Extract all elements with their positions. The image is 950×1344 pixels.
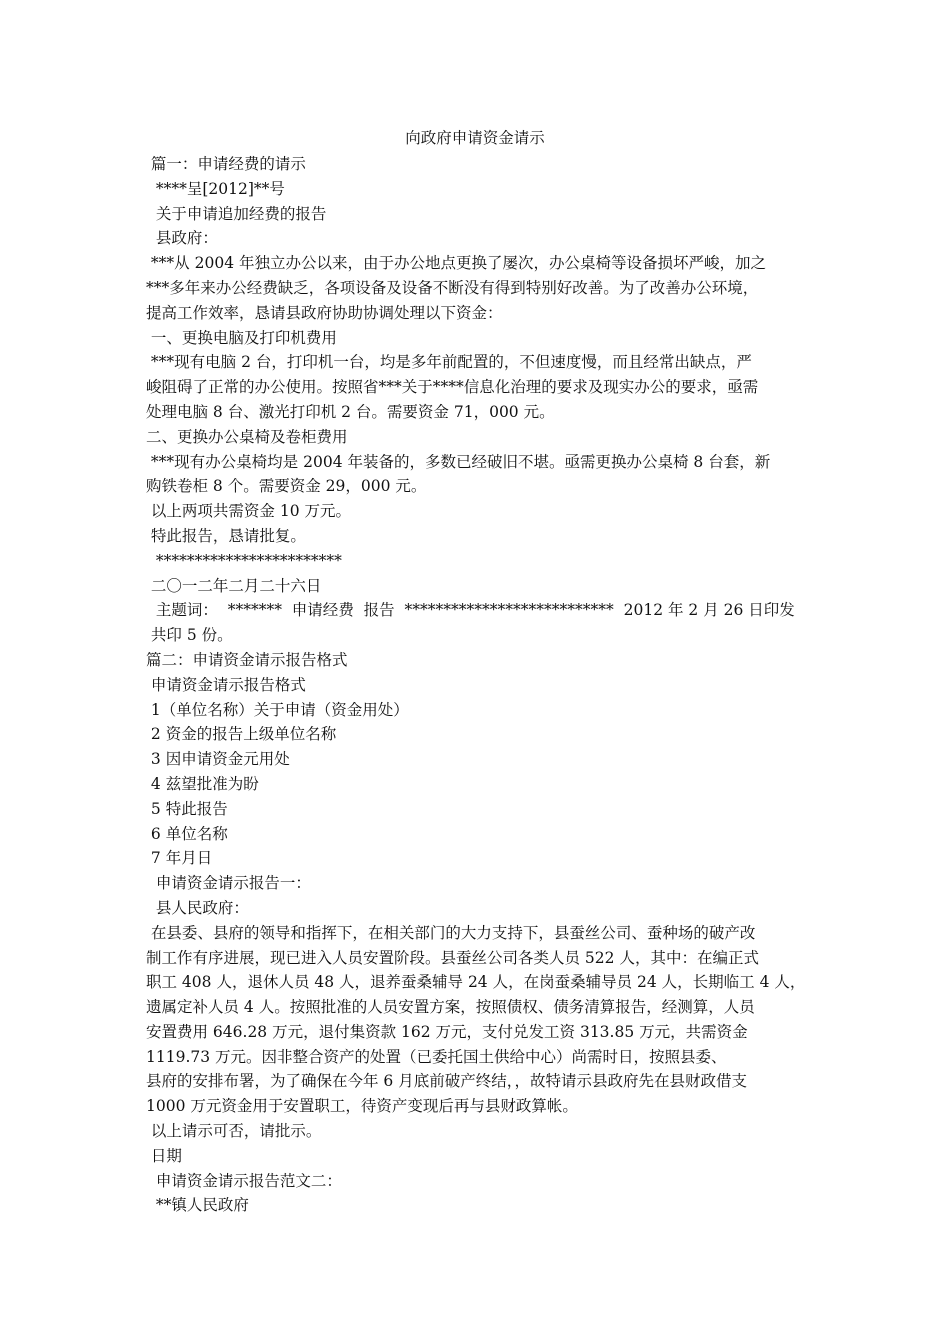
text-line: 职工 408 人，退休人员 48 人，退养蚕桑辅导 24 人，在岗蚕桑辅导员 24 人，长期临工 4 人， [146, 973, 806, 992]
text-line: 遗属定补人员 4 人。按照批准的人员安置方案，按照债权、债务清算报告，经测算，人员 [146, 998, 755, 1017]
text-line: 主题词： ******* 申请经费 报告 *************************** 2012 年 2 月 26 日印发 [146, 601, 795, 620]
text-line: 日期 [146, 1146, 182, 1165]
text-line: 5 特此报告 [146, 799, 228, 818]
text-line: 2 资金的报告上级单位名称 [146, 725, 337, 744]
text-line: 县人民政府： [146, 898, 249, 917]
text-line: 申请资金请示报告一： [146, 874, 311, 893]
text-line: ***多年来办公经费缺乏，各项设备及设备不断没有得到特别好改善。为了改善办公环境， [146, 278, 759, 297]
document-title: 向政府申请资金请示 [405, 129, 545, 147]
text-line: 制工作有序进展，现已进入人员安置阶段。县蚕丝公司各类人员 522 人，其中：在编正式 [146, 948, 759, 967]
text-line: 6 单位名称 [146, 824, 228, 843]
text-line: 二、更换办公桌椅及卷柜费用 [146, 427, 348, 446]
text-line: 共印 5 份。 [146, 626, 233, 645]
text-line: 3 因申请资金元用处 [146, 750, 290, 769]
text-line: 特此报告，恳请批复。 [146, 526, 306, 545]
text-line: 1（单位名称）关于申请（资金用处） [146, 700, 409, 719]
text-line: 购铁卷柜 8 个。需要资金 29，000 元。 [146, 477, 427, 496]
text-line: 篇一：申请经费的请示 [146, 155, 306, 173]
text-line: ***从 2004 年独立办公以来，由于办公地点更换了屡次，办公桌椅等设备损坏严峻，加之 [146, 254, 766, 273]
text-line: 申请资金请示报告格式 [146, 675, 306, 694]
text-line: 处理电脑 8 台、激光打印机 2 台。需要资金 71，000 元。 [146, 402, 555, 421]
text-line: 1000 万元资金用于安置职工，待资产变现后再与县财政算帐。 [146, 1097, 578, 1116]
text-line: ****呈[2012]**号 [146, 179, 285, 198]
text-line: 峻阻碍了正常的办公使用。按照省***关于****信息化治理的要求及现实办公的要求，亟需 [146, 378, 759, 397]
text-line: 以上两项共需资金 10 万元。 [146, 502, 352, 521]
text-line: 申请资金请示报告范文二： [146, 1171, 342, 1190]
text-line: 1119.73 万元。因非整合资产的处置（已委托国土供给中心）尚需时日，按照县委、 [146, 1047, 727, 1066]
text-line: ************************ [146, 551, 342, 570]
text-line: 一、更换电脑及打印机费用 [146, 328, 337, 347]
text-line: 提高工作效率，恳请县政府协助协调处理以下资金： [146, 303, 503, 322]
document-body [146, 152, 808, 1218]
text-line: 二〇一二年二月二十六日 [146, 576, 322, 595]
text-line: 县府的安排布署，为了确保在今年 6 月底前破产终结，，故特请示县政府先在县财政借支 [146, 1072, 747, 1091]
text-line: 4 兹望批准为盼 [146, 774, 259, 793]
text-line: 以上请示可否，请批示。 [146, 1122, 322, 1141]
text-line: 县政府： [146, 229, 218, 248]
text-line: 在县委、县府的领导和指挥下，在相关部门的大力支持下，县蚕丝公司、蚕种场的破产改 [146, 923, 756, 942]
text-line: ***现有办公桌椅均是 2004 年装备的，多数已经破旧不堪。亟需更换办公桌椅 8 台套，新 [146, 452, 771, 471]
text-line: ***现有电脑 2 台，打印机一台，均是多年前配置的，不但速度慢，而且经常出缺点，严 [146, 353, 752, 372]
text-line: 关于申请追加经费的报告 [146, 204, 327, 223]
text-line: 7 年月日 [146, 849, 213, 868]
text-line: 安置费用 646.28 万元，退付集资款 162 万元，支付兑发工资 313.85 万元，共需资金 [146, 1022, 748, 1041]
text-line: 篇二：申请资金请示报告格式 [146, 650, 348, 669]
text-line: **镇人民政府 [146, 1196, 249, 1215]
